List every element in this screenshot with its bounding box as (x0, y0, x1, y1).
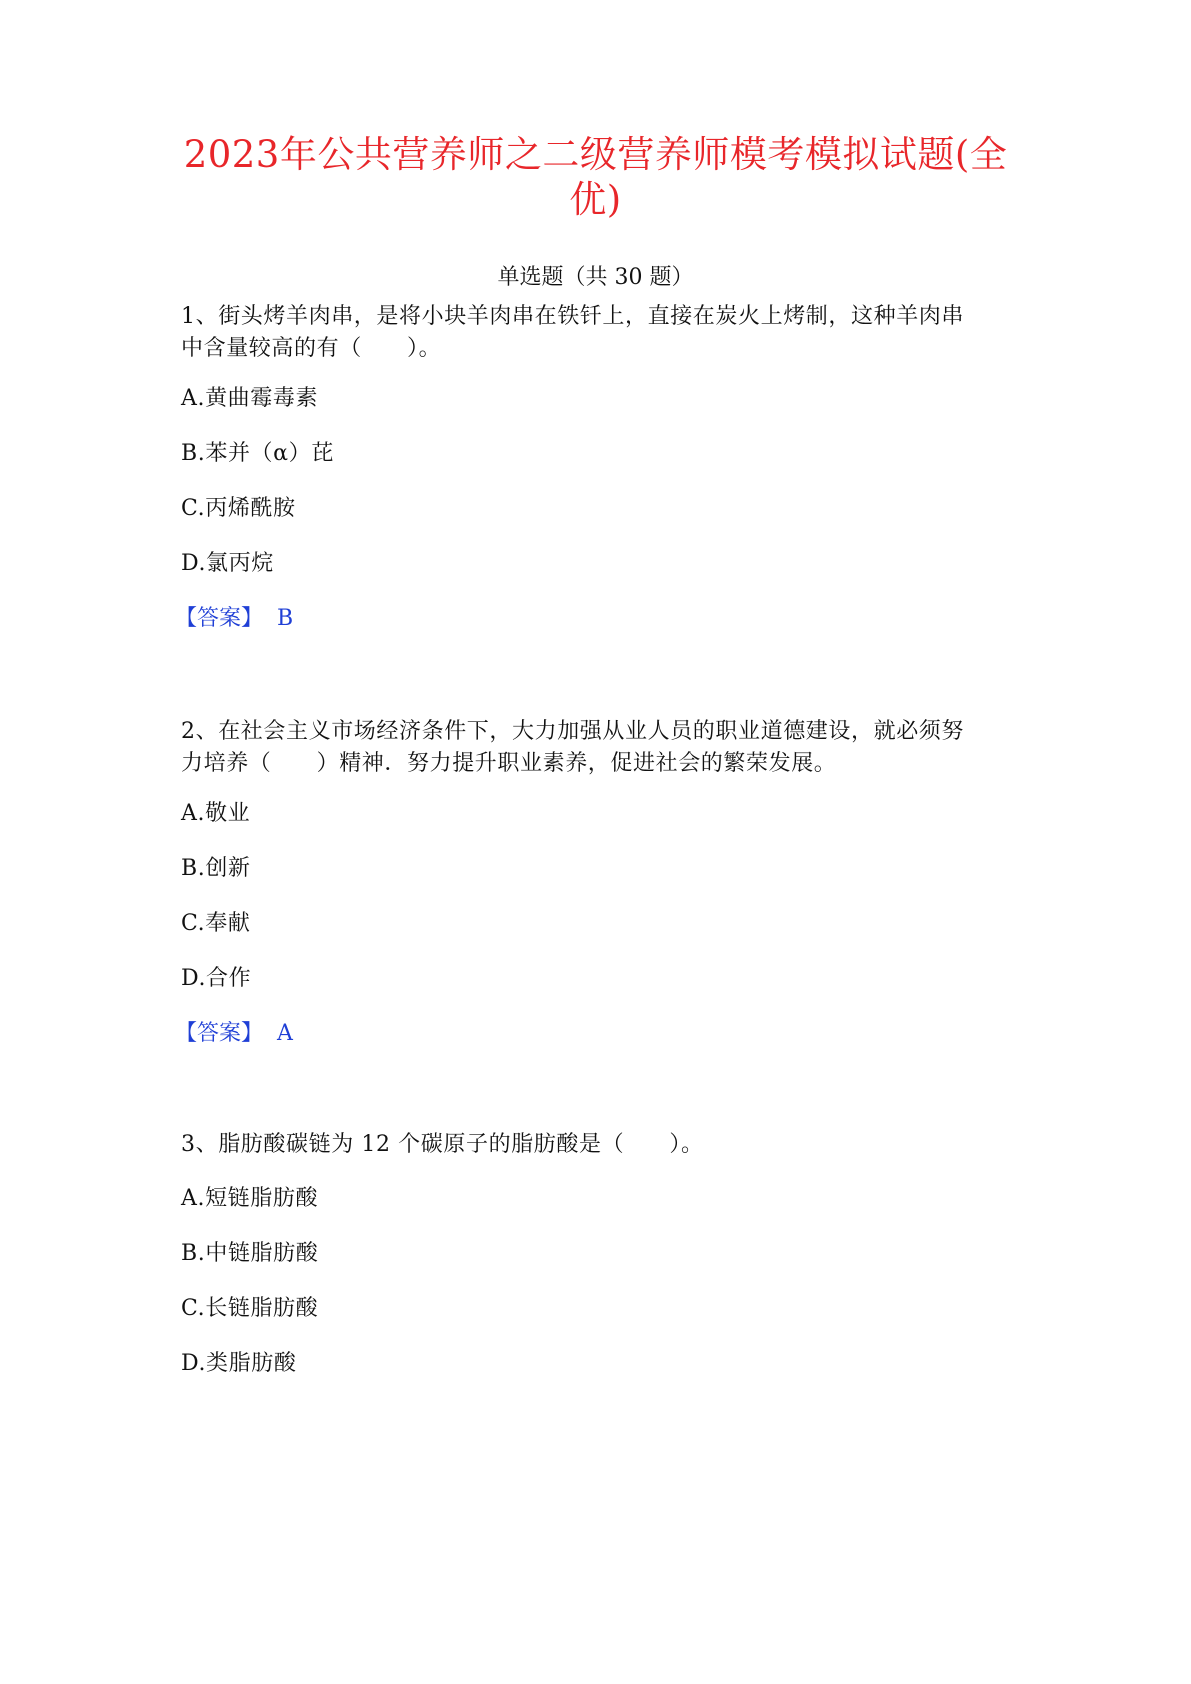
title-line-1: 2023年公共营养师之二级营养师模考模拟试题(全 (183, 133, 1008, 176)
answer-value: A (277, 1021, 293, 1046)
question-2-option-c: C.奉献 (181, 911, 251, 936)
question-1-option-a: A.黄曲霉毒素 (181, 386, 319, 411)
section-heading: 单选题（共 30 题） (497, 265, 694, 290)
question-2-stem-line-2: 力培养（ ）精神．努力提升职业素养，促进社会的繁荣发展。 (181, 751, 837, 776)
question-3-option-c: C.长链脂肪酸 (181, 1296, 319, 1321)
question-3-stem (181, 1129, 1021, 1161)
question-1-option-d: D.氯丙烷 (181, 551, 274, 576)
question-3-stem-line-1: 3、脂肪酸碳链为 12 个碳原子的脂肪酸是（ ）。 (181, 1132, 704, 1157)
question-1-stem (181, 301, 1021, 365)
question-2-option-b: B.创新 (181, 856, 251, 881)
question-1-option-b: B.苯并（α）芘 (181, 441, 334, 466)
answer-value: B (277, 606, 294, 631)
question-1-answer (175, 604, 293, 634)
question-1-stem-line-2: 中含量较高的有（ ）。 (181, 336, 442, 361)
question-2-answer (175, 1019, 293, 1049)
title-line-2: 优) (569, 178, 622, 221)
question-3-option-b: B.中链脂肪酸 (181, 1241, 319, 1266)
document-title (150, 132, 1041, 222)
question-3-option-a: A.短链脂肪酸 (181, 1186, 319, 1211)
question-1-stem-line-1: 1、街头烤羊肉串，是将小块羊肉串在铁钎上，直接在炭火上烤制，这种羊肉串 (181, 304, 964, 329)
question-1-option-c: C.丙烯酰胺 (181, 496, 296, 521)
question-3-option-d: D.类脂肪酸 (181, 1351, 297, 1376)
question-2-stem (181, 716, 1021, 780)
question-2-stem-line-1: 2、在社会主义市场经济条件下，大力加强从业人员的职业道德建设，就必须努 (181, 719, 964, 744)
question-2-option-a: A.敬业 (181, 801, 251, 826)
answer-label: 【答案】 (175, 1021, 264, 1046)
question-2-option-d: D.合作 (181, 966, 252, 991)
answer-label: 【答案】 (175, 606, 264, 631)
